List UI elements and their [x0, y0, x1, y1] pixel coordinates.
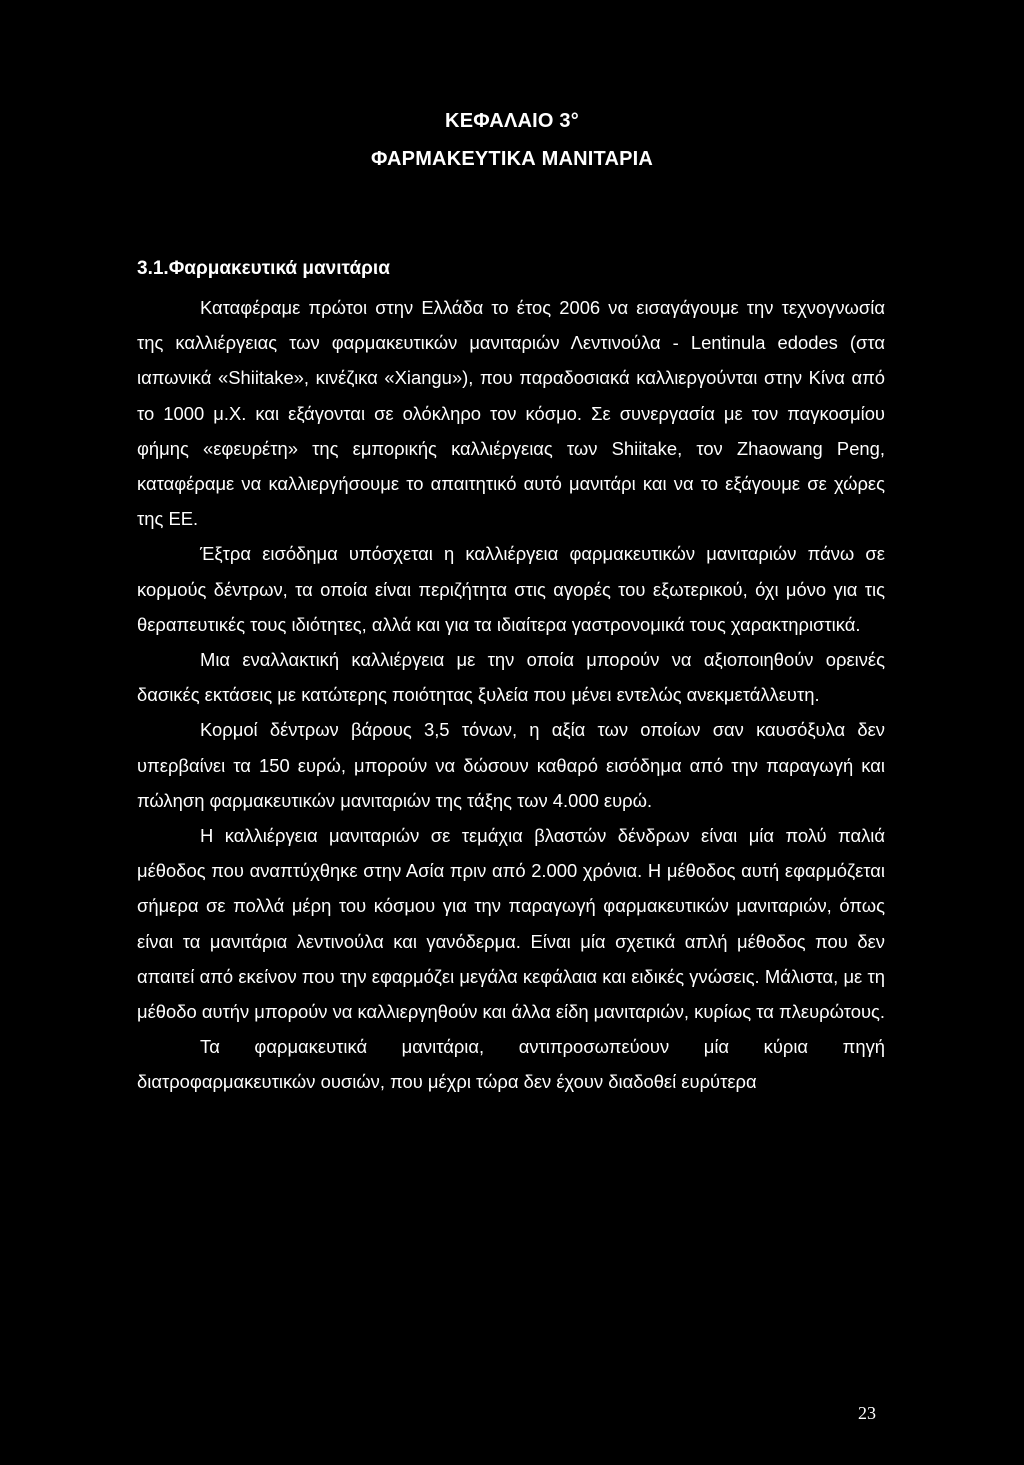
- paragraph: Τα φαρμακευτικά μανιτάρια, αντιπροσωπεύουν μία κύρια πηγή διατροφαρμακευτικών ουσιών, που μέχρι τώρα δεν έχουν διαδοθεί ευρύτερα: [137, 1036, 885, 1093]
- chapter-label: ΚΕΦΑΛΑΙΟ 3°: [445, 110, 579, 132]
- page-number: 23: [858, 1403, 876, 1423]
- paragraph: Έξτρα εισόδημα υπόσχεται η καλλιέργεια φαρμακευτικών μανιταριών πάνω σε κορμούς δέντρων, τα οποία είναι περιζήτητα στις αγορές του εξωτερικού, όχι μόνο για τις θεραπευτικές τους ιδιότητες, αλλά και για τα ιδιαίτερα γαστρονομικά τους χαρακτηριστικά.: [137, 543, 885, 635]
- paragraph: Η καλλιέργεια μανιταριών σε τεμάχια βλαστών δένδρων είναι μία πολύ παλιά μέθοδος που αναπτύχθηκε στην Ασία πριν από 2.000 χρόνια. Η μέθοδος αυτή εφαρμόζεται σήμερα σε πολλά μέρη του κόσμου για την παραγωγή φαρμακευτικών μανιταριών, όπως είναι τα μανιτάρια λεντινούλα και γανόδερμα. Είναι μία σχετικά απλή μέθοδος που δεν απαιτεί από εκείνον που την εφαρμόζει μεγάλα κεφάλαια και ειδικές γνώσεις. Μάλιστα, με τη μέθοδο αυτήν μπορούν να καλλιεργηθούν και άλλα είδη μανιταριών, κυρίως τα πλευρώτους.: [137, 825, 885, 1023]
- paragraph: Καταφέραμε πρώτοι στην Ελλάδα το έτος 2006 να εισαγάγουμε την τεχνογνωσία της καλλιέργειας των φαρμακευτικών μανιταριών Λεντινούλα - Lentinula edodes (στα ιαπωνικά «Shiitake», κινέζικα «Xiangu»), που παραδοσιακά καλλιεργούνται στην Κίνα από το 1000 μ.Χ. και εξάγονται σε ολόκληρο τον κόσμο. Σε συνεργασία με τον παγκοσμίου φήμης «εφευρέτη» της εμπορικής καλλιέργειας των Shiitake, τον Zhaowang Peng, καταφέραμε να καλλιεργήσουμε το απαιτητικό αυτό μανιτάρι και να το εξάγουμε σε χώρες της ΕΕ.: [137, 297, 885, 530]
- paragraph: Κορμοί δέντρων βάρους 3,5 τόνων, η αξία των οποίων σαν καυσόξυλα δεν υπερβαίνει τα 150 ευρώ, μπορούν να δώσουν καθαρό εισόδημα από την παραγωγή και πώληση φαρμακευτικών μανιταριών της τάξης των 4.000 ευρώ.: [137, 719, 885, 811]
- body-text: [137, 290, 885, 1100]
- paragraph: Μια εναλλακτική καλλιέργεια με την οποία μπορούν να αξιοποιηθούν ορεινές δασικές εκτάσεις με κατώτερης ποιότητας ξυλεία που μένει εντελώς ανεκμετάλλευτη.: [137, 649, 885, 706]
- chapter-title: ΦΑΡΜΑΚΕΥΤΙΚΑ ΜΑΝΙΤΑΡΙΑ: [370, 148, 654, 170]
- section-heading: 3.1.Φαρμακευτικά μανιτάρια: [137, 258, 390, 279]
